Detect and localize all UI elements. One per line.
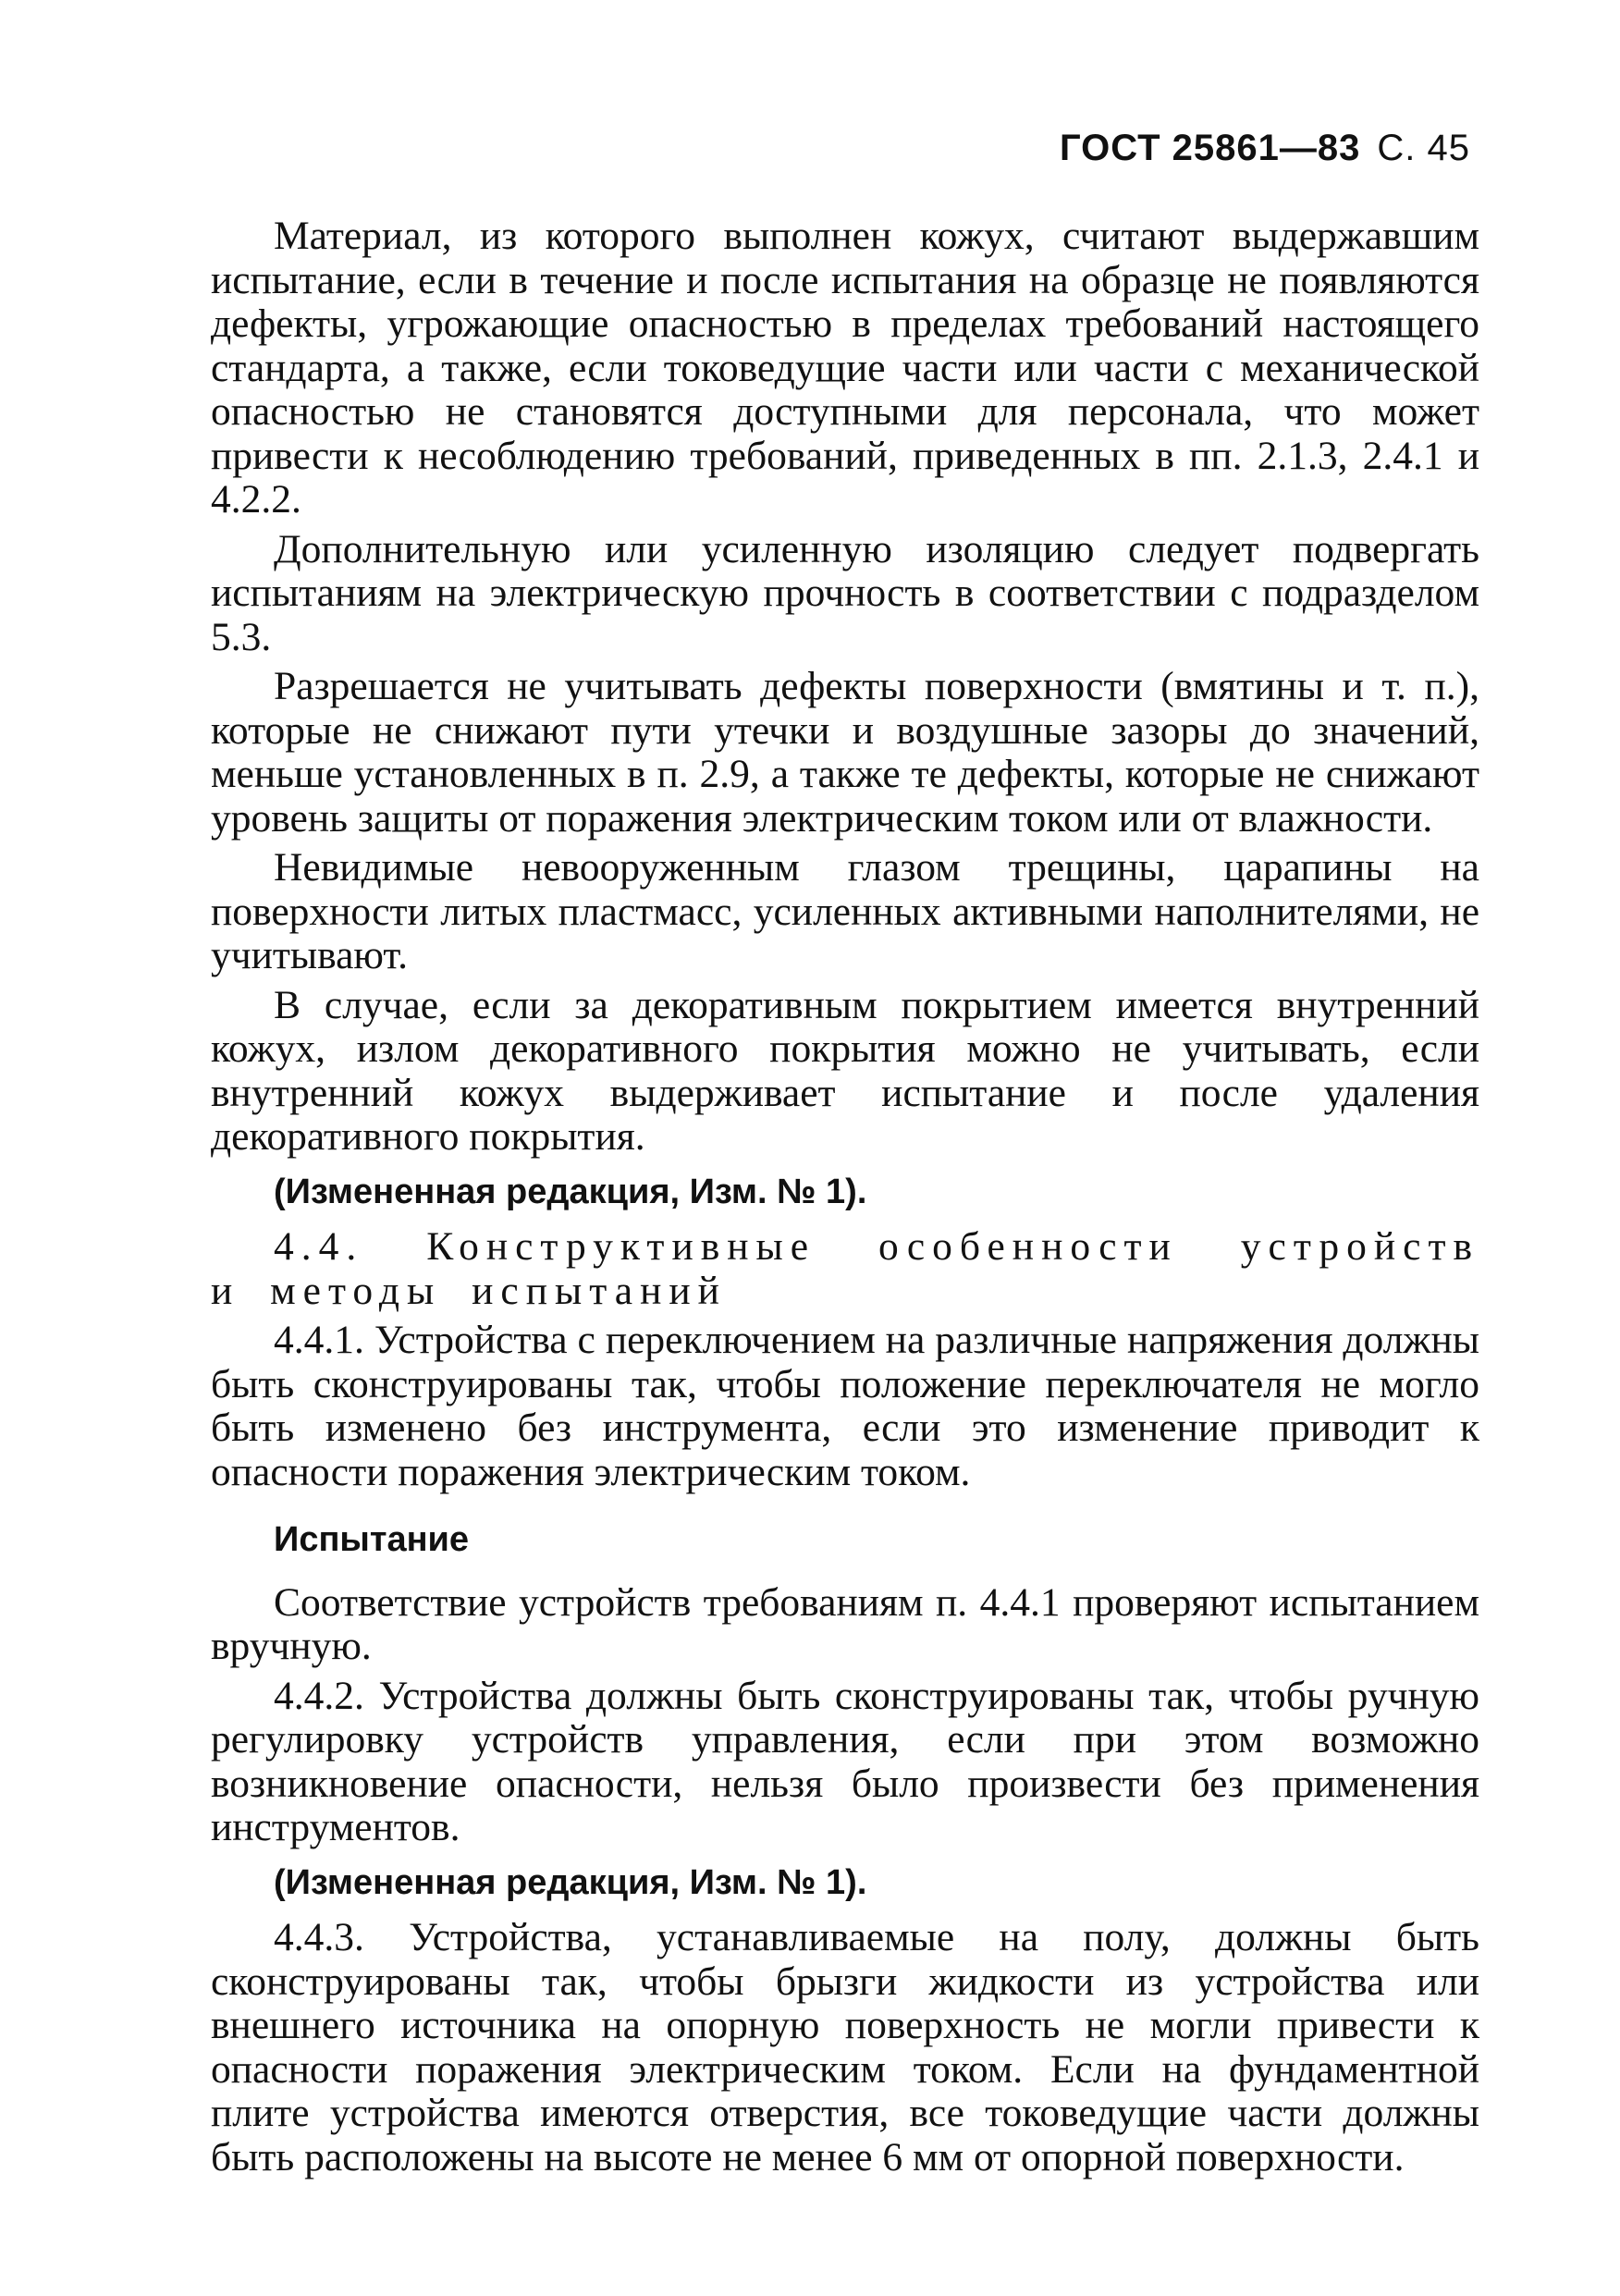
test-heading: Испытание <box>274 1520 470 1559</box>
paragraph-material: Материал, из которого выполнен кожух, считают выдержавшим испытание, если в течение и после испытания на образце не появляются дефекты, угрожающие опасностью в пределах требований настоящего стандарта, а также, если токоведущие части или части с механической опасностью не становятся доступными для персонала, что может привести к несоблюдению требований, приведенных в пп. 2.1.3, 2.4.1 и 4.2.2. <box>211 214 1479 522</box>
paragraph-cracks: Невидимые невооруженным глазом трещины, царапины на поверхности литых пластмасс, усиленных активными наполнителями, не учитывают. <box>211 845 1479 977</box>
page-number: С. 45 <box>1377 128 1470 168</box>
paragraph-4-4-2: 4.4.2. Устройства должны быть сконструированы так, чтобы ручную регулировку устройств управления, если при этом возможно возникновение опасности, нельзя было произвести без применения инструментов. <box>211 1673 1479 1849</box>
document-body <box>211 215 1479 2185</box>
paragraph-defects: Разрешается не учитывать дефекты поверхности (вмятины и т. п.), которые не снижают пути утечки и воздушные зазоры до значений, меньше установленных в п. 2.9, а также те дефекты, которые не снижают уровень защиты от поражения электрическим током или от влажности. <box>211 664 1479 841</box>
revision-note-2: (Измененная редакция, Изм. № 1). <box>274 1862 867 1902</box>
revision-note: (Измененная редакция, Изм. № 1). <box>274 1172 867 1211</box>
standard-number: ГОСТ 25861—83 <box>1059 128 1361 168</box>
paragraph-test: Соответствие устройств требованиям п. 4.4.1 проверяют испытанием вручную. <box>211 1579 1479 1668</box>
section-heading-line2: и методы испытаний <box>211 1268 727 1313</box>
section-heading-line1: 4.4. Конструктивные особенности устройств <box>274 1224 1479 1269</box>
paragraph-4-4-1: 4.4.1. Устройства с переключением на различные напряжения должны быть сконструированы так, чтобы положение переключателя не могло быть изменено без инструмента, если это изменение приводит к опасности поражения электрическим током. <box>211 1318 1479 1494</box>
paragraph-4-4-3: 4.4.3. Устройства, устанавливаемые на полу, должны быть сконструированы так, чтобы брызги жидкости из устройства или внешнего источника на опорную поверхность не могли привести к опасности поражения электрическим током. Если на фундаментной плите устройства имеются отверстия, все токоведущие части должны быть расположены на высоте не менее 6 мм от опорной поверхности. <box>211 1915 1479 2179</box>
paragraph-insulation: Дополнительную или усиленную изоляцию следует подвергать испытаниям на электрическую прочность в соответствии с подразделом 5.3. <box>211 526 1479 659</box>
paragraph-decorative: В случае, если за декоративным покрытием имеется внутренний кожух, излом декоративного покрытия можно не учитывать, если внутренний кожух выдерживает испытание и после удаления декоративного покрытия. <box>211 982 1479 1159</box>
page-header <box>1060 128 1470 169</box>
